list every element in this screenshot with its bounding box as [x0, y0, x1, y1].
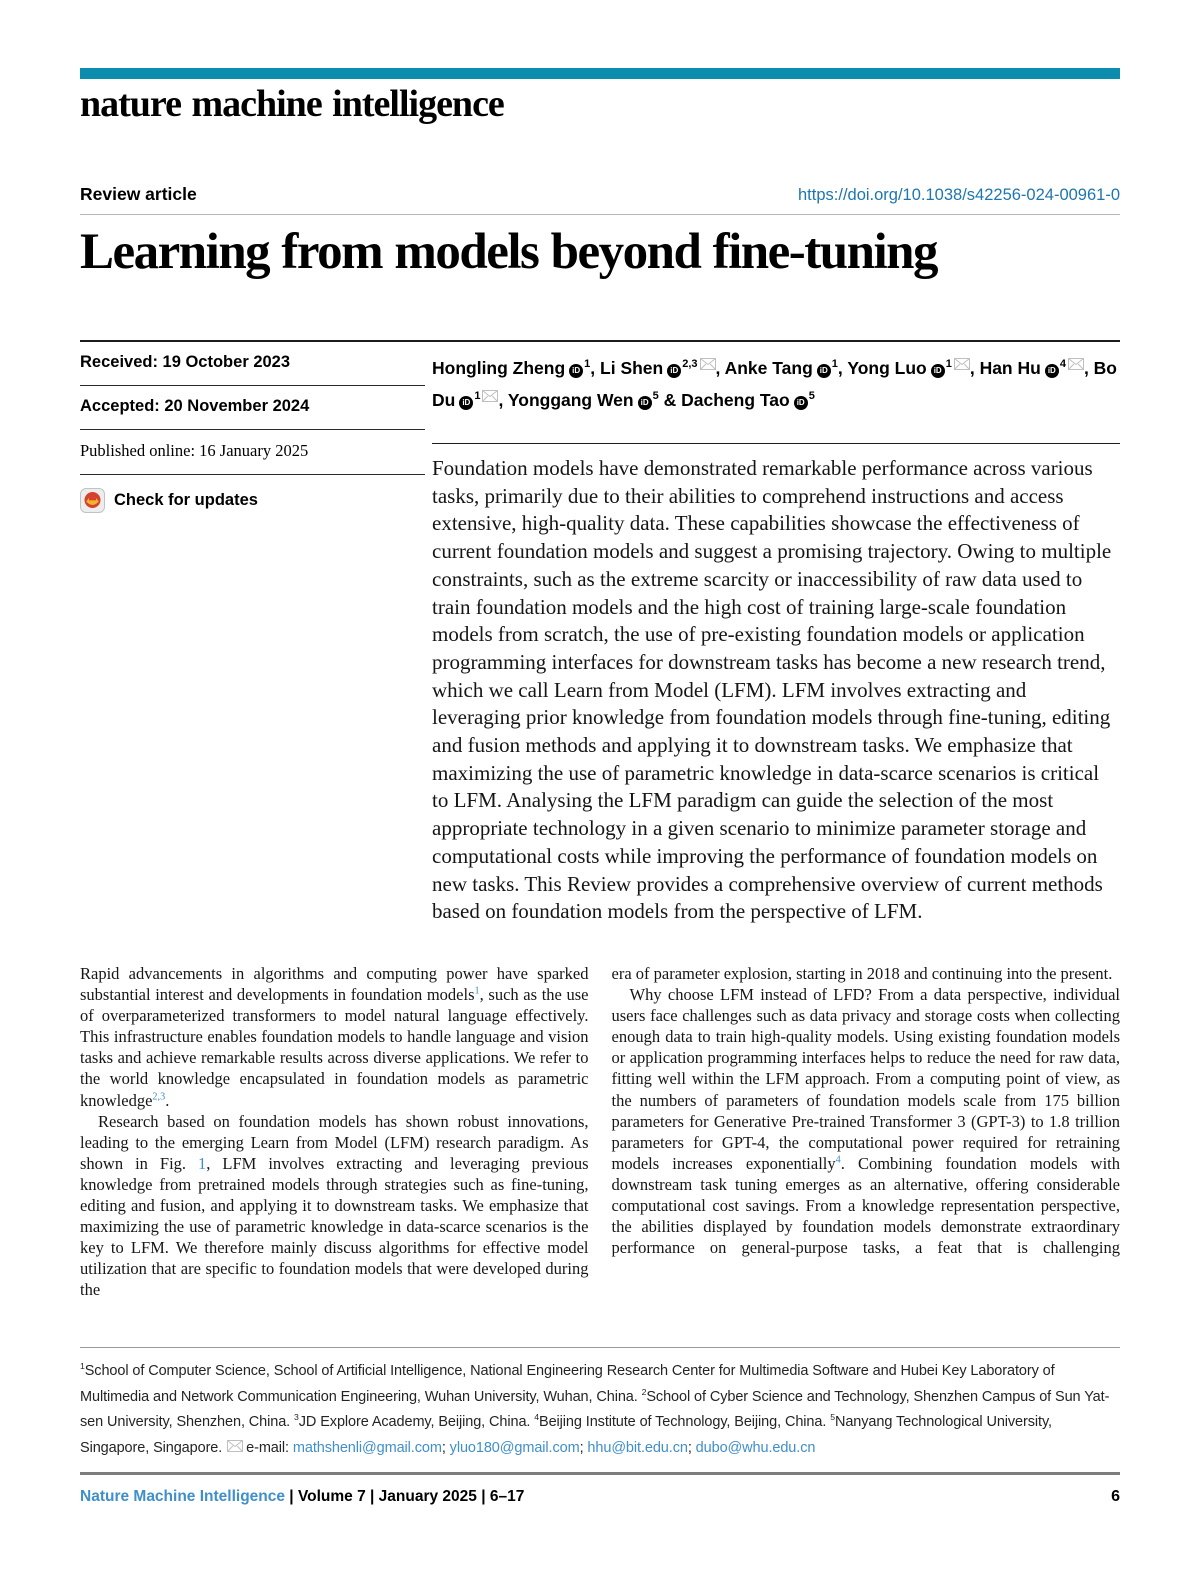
- author-name: Li Shen: [600, 358, 664, 378]
- accent-bar: [80, 68, 1120, 79]
- affiliation-superscript: 1: [945, 358, 952, 371]
- page-footer: [80, 1488, 1120, 1506]
- affiliation-superscript: 2,3: [682, 358, 698, 371]
- citation-ref-1[interactable]: 1: [474, 985, 480, 997]
- envelope-icon: [700, 350, 716, 378]
- header-divider: [80, 214, 1120, 215]
- email-link-yluo180[interactable]: yluo180@gmail.com: [449, 1439, 580, 1456]
- footer-volume-info: | Volume 7 | January 2025 | 6–17: [285, 1488, 525, 1506]
- affiliation-superscript: 1: [584, 358, 591, 371]
- orcid-icon[interactable]: iD: [667, 364, 681, 378]
- abstract-divider: [432, 443, 1120, 444]
- body-paragraph: Rapid advancements in algorithms and computing power have sparked substantial interest and developments in foundation models$^1$, such as the use of overparameterized transformers to model natural language effectively. This infrastructure enables foundation models to handle language and vision tasks and achieve remarkable results across diverse applications. We refer to the world knowledge encapsulated in foundation models as parametric knowledge$^{2,3}$.: [80, 963, 589, 1110]
- check-for-updates-label: Check for updates: [114, 491, 258, 509]
- envelope-icon: [1068, 350, 1084, 378]
- envelope-icon: [227, 1436, 243, 1462]
- envelope-icon: [482, 382, 498, 410]
- footer-journal-link[interactable]: Nature Machine Intelligence: [80, 1488, 285, 1506]
- affiliation-superscript: 1: [831, 358, 838, 371]
- article-type-label: Review article: [80, 184, 197, 204]
- orcid-icon[interactable]: iD: [1045, 364, 1059, 378]
- envelope-icon: [954, 350, 970, 378]
- article-header: [80, 184, 1120, 205]
- crossmark-icon: [80, 488, 105, 513]
- body-column-left: [80, 963, 589, 1301]
- author-name: Bo Du: [432, 358, 1117, 410]
- check-for-updates-button[interactable]: [80, 475, 425, 526]
- doi-link[interactable]: https://doi.org/10.1038/s42256-024-00961-0: [798, 186, 1120, 204]
- affiliation-superscript: 5: [808, 390, 815, 403]
- author-name: Yong Luo: [847, 358, 927, 378]
- page-title: Learning from models beyond fine-tuning: [80, 224, 937, 280]
- body-column-right: [612, 963, 1121, 1301]
- orcid-icon[interactable]: iD: [459, 396, 473, 410]
- body-paragraph: Research based on foundation models has shown robust innovations, leading to the emerging Learn from Model (LFM) research paradigm. As shown in Fig. 1, LFM involves extracting and leveraging previous knowledge from pretrained models through strategies such as fine-tuning, editing and fusion, and applying it to downstream tasks. We emphasize that maximizing the use of parametric knowledge in data-scarce scenarios is the key to LFM. We therefore mainly discuss algorithms for effective model utilization that are specific to foundation models that were developed during the: [80, 1111, 589, 1300]
- dates-sidebar: [80, 342, 425, 926]
- body-text-section: [80, 963, 1120, 1301]
- journal-logo: nature machine intelligence: [80, 83, 504, 125]
- figure-1-link[interactable]: 1: [198, 1153, 207, 1173]
- accepted-date: Accepted: 20 November 2024: [80, 386, 425, 430]
- author-name: Anke Tang: [724, 358, 813, 378]
- authors-and-abstract: [432, 342, 1120, 926]
- email-link-hhu[interactable]: hhu@bit.edu.cn: [587, 1439, 688, 1456]
- abstract-text: Foundation models have demonstrated remarkable performance across various tasks, primarily due to their abilities to comprehend instructions and access extensive, high-quality data. These capabilities showcase the effectiveness of current foundation models and suggest a promising trajectory. Owing to multiple constraints, such as the extreme scarcity or inaccessibility of raw data used to train foundation models and the high cost of training large-scale foundation models from scratch, the use of pre-existing foundation models or application programming interfaces for downstream tasks has become a new research trend, which we call Learn from Model (LFM). LFM involves extracting and leveraging prior knowledge from foundation models through fine-tuning, editing and fusion methods and applying it to downstream tasks. We emphasize that maximizing the use of parametric knowledge in data-scarce scenarios is critical to LFM. Analysing the LFM paradigm can guide the selection of the most appropriate technology in a given scenario to minimize parameter storage and computational costs while improving the performance of foundation models on new tasks. This Review provides a comprehensive overview of current methods based on foundation models from the perspective of LFM.: [432, 456, 1112, 924]
- email-link-mathshenli[interactable]: mathshenli@gmail.com: [292, 1439, 442, 1456]
- citation-ref-2-3[interactable]: 2,3: [152, 1091, 166, 1103]
- received-date: Received: 19 October 2023: [80, 342, 425, 386]
- citation-ref-4[interactable]: 4: [835, 1154, 841, 1166]
- affiliation-superscript: 1: [474, 390, 481, 403]
- affiliation-superscript: 4: [1059, 358, 1066, 371]
- author-name: Yonggang Wen: [507, 390, 634, 410]
- orcid-icon[interactable]: iD: [931, 364, 945, 378]
- orcid-icon[interactable]: iD: [569, 364, 583, 378]
- author-name: Hongling Zheng: [432, 358, 566, 378]
- page-number: 6: [1111, 1488, 1120, 1506]
- body-paragraph: Why choose LFM instead of LFD? From a data perspective, individual users face challenges such as data privacy and storage costs when collecting enough data to train high-quality models. Using existing foundation models or application programming interfaces helps to reduce the need for raw data, fitting well within the LFM approach. From a computing point of view, as the numbers of parameters of foundation models scale from 175 billion parameters for Generative Pre-trained Transformer 3 (GPT-3) to 1.8 trillion parameters for GPT-4, the computational power required for retraining models increases exponentially$^4$. Combining foundation models with downstream task tuning emerges as an alternative, offering considerable computational cost savings. From a knowledge representation perspective, the abilities displayed by foundation models demonstrate extraordinary performance on general-purpose tasks, a feat that is challenging: [611, 985, 1121, 1258]
- authors-line: Hongling Zheng iD$^1$, Li Shen iD$^{2,3}$ , Anke Tang iD$^1$, Yong Luo iD$^1$ , Han Hu iD$^4$ , Bo Du iD$^1$ , Yonggang Wen iD$^5$ & Dacheng Tao iD$^5$: [432, 350, 1120, 414]
- published-date: Published online: 16 January 2025: [80, 430, 425, 475]
- footer-citation: [80, 1488, 524, 1506]
- article-meta-section: [80, 342, 1120, 926]
- affiliation-superscript: 5: [652, 390, 659, 403]
- orcid-icon[interactable]: iD: [638, 396, 652, 410]
- orcid-icon[interactable]: iD: [817, 364, 831, 378]
- email-link-dubo[interactable]: dubo@whu.edu.cn: [695, 1439, 816, 1456]
- affiliations-footnote: $^1$School of Computer Science, School of Artificial Intelligence, National Engineering Research Center for Multimedia Software and Hubei Key Laboratory of Multimedia and Network Communication Engineering, Wuhan University, Wuhan, China. $^2$School of Cyber Science and Technology, Shenzhen Campus of Sun Yat-sen University, Shenzhen, China. $^3$JD Explore Academy, Beijing, China. $^4$Beijing Institute of Technology, Beijing, China. $^5$Nanyang Technological University, Singapore, Singapore. e-mail: mathshenli@gmail.com; yluo180@gmail.com; hhu@bit.edu.cn; dubo@whu.edu.cn: [80, 1348, 1120, 1461]
- footer-divider: [80, 1472, 1120, 1475]
- orcid-icon[interactable]: iD: [794, 396, 808, 410]
- body-paragraph: era of parameter explosion, starting in 2018 and continuing into the present.: [611, 963, 1113, 983]
- author-name: Han Hu: [979, 358, 1041, 378]
- author-name: Dacheng Tao: [681, 390, 790, 410]
